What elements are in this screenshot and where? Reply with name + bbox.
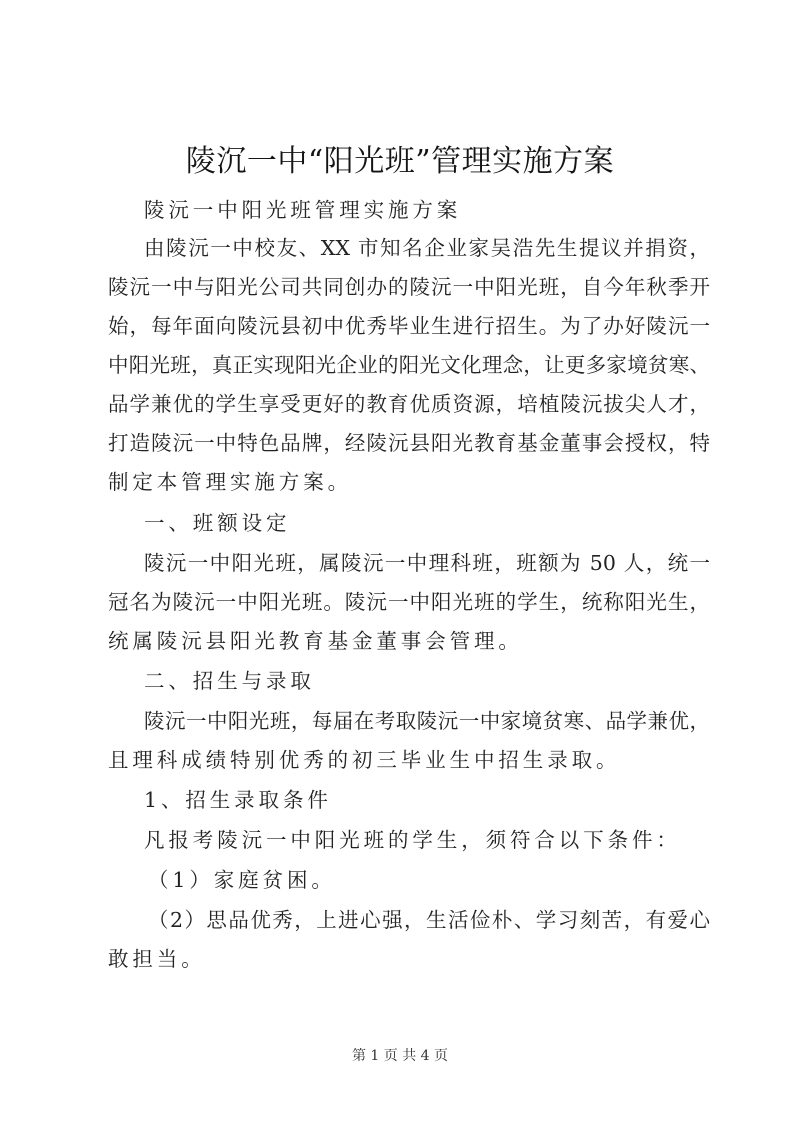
page-footer: 第 1 页 共 4 页 — [351, 1048, 449, 1064]
list-item-1: （1）家庭贫困。 — [148, 868, 336, 892]
paragraph-line: 冠名为陵沅一中阳光班。陵沅一中阳光班的学生，统称阳光生， — [108, 590, 710, 614]
paragraph-line: 始，每年面向陵沅县初中优秀毕业生进行招生。为了办好陵沅一 — [108, 314, 710, 338]
paragraph-line: 陵沅一中阳光班，属陵沅一中理科班，班额为 50 人，统一 — [144, 551, 710, 575]
paragraph-line: 陵沅一中与阳光公司共同创办的陵沅一中阳光班，自今年秋季开 — [108, 275, 710, 299]
document-title: 陵沉一中“阳光班”管理实施方案 — [185, 144, 615, 179]
subtitle-line: 陵沅一中阳光班管理实施方案 — [144, 198, 462, 222]
section-heading-1: 一、班额设定 — [144, 511, 291, 535]
paragraph-line: 且理科成绩特别优秀的初三毕业生中招生录取。 — [108, 748, 621, 772]
paragraph-line: 制定本管理实施方案。 — [108, 470, 352, 494]
paragraph-line: 统属陵沅县阳光教育基金董事会管理。 — [108, 629, 523, 653]
paragraph-line: 品学兼优的学生享受更好的教育优质资源，培植陵沅拔尖人才， — [108, 392, 710, 416]
section-heading-2: 二、招生与录取 — [144, 669, 315, 693]
paragraph-line: 中阳光班，真正实现阳光企业的阳光文化理念，让更多家境贫寒、 — [108, 353, 710, 377]
list-item-2: （2）思品优秀，上进心强，生活俭朴、学习刻苦，有爱心 — [148, 908, 710, 932]
paragraph-line: 凡报考陵沅一中阳光班的学生，须符合以下条件： — [144, 828, 681, 852]
paragraph-line: 陵沅一中阳光班，每届在考取陵沅一中家境贫寒、品学兼优， — [144, 709, 710, 733]
list-item-2-continuation: 敢担当。 — [108, 947, 206, 971]
paragraph-line: 打造陵沅一中特色品牌，经陵沅县阳光教育基金董事会授权，特 — [108, 431, 710, 455]
paragraph-line: 由陵沅一中校友、XX 市知名企业家吴浩先生提议并捐资， — [144, 236, 710, 260]
subsection-heading-1: 1、招生录取条件 — [144, 788, 332, 812]
